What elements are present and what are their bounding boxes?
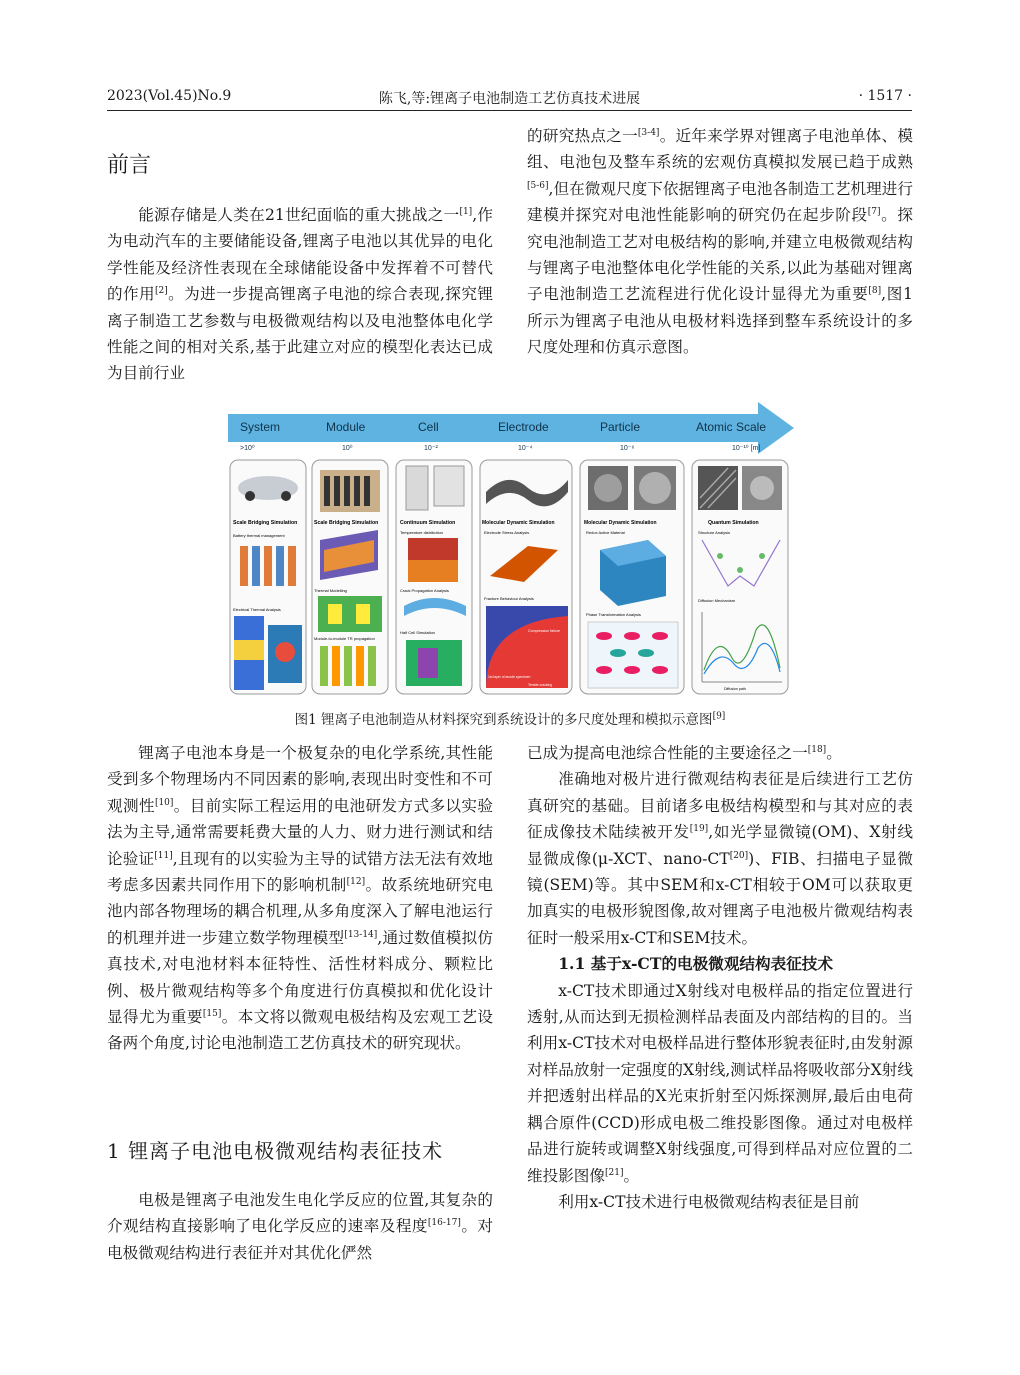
label-electrode-1: Electrode Stress Analysis (484, 530, 530, 535)
section-1-heading: 1 锂离子电池电极微观结构表征技术 (107, 1139, 444, 1163)
panel-title-atomic: Quantum Simulation (708, 520, 759, 526)
scale-label-cell: Cell (418, 420, 439, 434)
scale-tick-electrode: 10⁻⁴ (518, 445, 533, 452)
scale-tick-system: >10⁰ (240, 445, 255, 452)
body-left-column (107, 740, 493, 1057)
figure-1 (228, 400, 794, 700)
panel-particle (580, 460, 684, 694)
panel-title-electrode: Molecular Dynamic Simulation (482, 520, 555, 526)
scale-label-atomic: Atomic Scale (696, 420, 767, 434)
intro-left-column (107, 202, 493, 387)
scale-label-system: System (240, 420, 281, 434)
body-paragraph-5: 利用x-CT技术进行电极微观结构表征是目前 (558, 1192, 860, 1211)
panel-system (230, 460, 306, 694)
label-cell-2: Crack Propagation Analysis (400, 588, 449, 593)
panel-title-cell: Continuum Simulation (400, 520, 456, 526)
body-paragraph-1: 锂离子电池本身是一个极复杂的电化学系统,其性能受到多个物理场内不同因素的影响,表现出时变性和不可观测性[10]。目前实际工程运用的电池研发方式多以实验法为主导,通常需要耗费大量的人力、财力进行测试和结论验证[11],且现有的以实验为主导的试错方法无法有效地考虑多因素共同作用下的影响机制[12]。故系统地研究电池内部各物理场的耦合机理,从多角度深入了解电池运行的机理并进一步建立数学物理模型[13-14],通过数值模拟仿真技术,对电池材料本征特性、活性材料成分、颗粒比例、极片微观结构等多个角度进行仿真模拟和优化设计显得尤为重要[15]。本文将以微观电极结构及宏观工艺设备两个角度,讨论电池制造工艺仿真技术的研究现状。 (107, 744, 493, 1053)
panel-cell (396, 460, 472, 694)
label-electrode-2: Fracture Behaviour Analysis (484, 596, 534, 601)
page-number: · 1517 · (858, 88, 912, 104)
label-electrode-5: Tensile cracking (528, 683, 553, 687)
panel-title-particle: Molecular Dynamic Simulation (584, 520, 657, 526)
label-system-1: Battery thermal management (233, 533, 285, 538)
running-title: 陈飞,等:锂离子电池制造工艺仿真技术进展 (378, 91, 641, 107)
thermal-model-image (318, 596, 382, 632)
label-module-2: Module-to-module TR propagation (314, 636, 375, 641)
label-electrode-3: Compression failure (528, 629, 560, 633)
scale-tick-module: 10⁰ (342, 445, 353, 452)
scale-tick-atomic: 10⁻¹⁰ [m] (732, 445, 761, 452)
phase-image (588, 622, 678, 688)
scale-label-particle: Particle (600, 420, 641, 434)
label-atomic-3: Diffusion path (724, 687, 746, 691)
intro-paragraph: 能源存储是人类在21世纪面临的重大挑战之一[1],作为电动汽车的主要储能设备,锂离子电池以其优异的电化学性能及经济性表现在全球储能设备中发挥着不可替代的作用[2]。为进一步提高锂离子电池的综合表现,探究锂离子制造工艺参数与电极微观结构以及电池整体电化学性能之间的相对关系,基于此建立对应的模型化表达已成为目前行业 (107, 206, 493, 383)
panel-electrode (480, 460, 572, 694)
body-paragraph-4: x-CT技术即通过X射线对电极样品的指定位置进行透射,从而达到无损检测样品表面及内部结构的目的。当利用x-CT技术对电极样品进行整体形貌表征时,由发射源对样品放射一定强度的X射线,测试样品将吸收部分X射线并把透射出样品的X光束折射至闪烁探测屏,最后由电荷耦合原件(CCD)形成电极二维投影图像。通过对电极样品进行旋转或调整X射线强度,可得到样品对应位置的二维投影图像[21]。 (527, 981, 913, 1185)
label-atomic-1: Structure Analysis (698, 530, 731, 535)
panel-atomic (692, 460, 788, 694)
running-header (107, 88, 912, 110)
label-system-2: Electrical Thermal Analysis (233, 607, 281, 612)
body-paragraph-cont: 已成为提高电池综合性能的主要途径之一[18]。 (527, 744, 842, 762)
body-paragraph-2: 电极是锂离子电池发生电化学反应的位置,其复杂的介观结构直接影响了电化学反应的速率及程度[16-17]。对电极微观结构进行表征并对其优化俨然 (107, 1191, 493, 1262)
header-rule (107, 110, 912, 111)
panel-module (312, 460, 388, 694)
body-right-column (527, 740, 913, 1215)
label-electrode-4: 1st layer of anode specimen (488, 675, 531, 679)
body-left-column-2 (107, 1187, 493, 1266)
label-cell-3: Half Cell Simulation (400, 630, 435, 635)
subsection-1-1-heading: 1.1 基于x-CT的电极微观结构表征技术 (558, 954, 833, 974)
scale-tick-cell: 10⁻² (424, 445, 438, 452)
figure-caption: 图1 锂离子电池制造从材料探究到系统设计的多尺度处理和模拟示意图[9] (294, 711, 726, 728)
pouch-cell-image (406, 466, 428, 510)
label-atomic-2: Diffusion Mechanism (698, 598, 736, 603)
intro-right-column (527, 123, 913, 361)
scale-label-electrode: Electrode (498, 420, 549, 434)
intro-paragraph-cont: 的研究热点之一[3-4]。近年来学界对锂离子电池单体、模组、电池包及整车系统的宏观仿真模拟发展已趋于成熟[5-6],但在微观尺度下依据锂离子电池各制造工艺机理进行建模并探究对电池性能影响的研究仍在起步阶段[7]。探究电池制造工艺对电极结构的影响,并建立电极微观结构与锂离子电池整体电化学性能的关系,以此为基础对锂离子电池制造工艺流程进行优化设计显得尤为重要[8],图1所示为锂离子电池从电极材料选择到整车系统设计的多尺度处理和仿真示意图。 (527, 127, 913, 357)
journal-issue: 2023(Vol.45)No.9 (107, 88, 232, 104)
label-particle-2: Phase Transformation Analysis (586, 612, 641, 617)
label-module-1: Thermal Modelling (314, 588, 347, 593)
intro-heading: 前言 (107, 153, 152, 178)
label-cell-1: Temperature distribution (400, 530, 443, 535)
panel-title-module: Scale Bridging Simulation (314, 520, 379, 526)
scale-label-module: Module (326, 420, 366, 434)
scale-tick-particle: 10⁻⁶ (620, 445, 635, 452)
scale-ticks (240, 444, 760, 452)
panel-title-system: Scale Bridging Simulation (233, 520, 298, 526)
body-paragraph-3: 准确地对极片进行微观结构表征是后续进行工艺仿真研究的基础。目前诸多电极结构模型和与其对应的表征成像技术陆续被开发[19],如光学显微镜(OM)、X射线显微成像(μ-XCT、nano-CT[20])、FIB、扫描电子显微镜(SEM)等。其中SEM和x-CT相较于OM可以获取更加真实的电极形貌图像,故对锂离子电池极片微观结构表征时一般采用x-CT和SEM技术。 (527, 770, 913, 947)
label-particle-1: Redox Active Material (586, 530, 625, 535)
